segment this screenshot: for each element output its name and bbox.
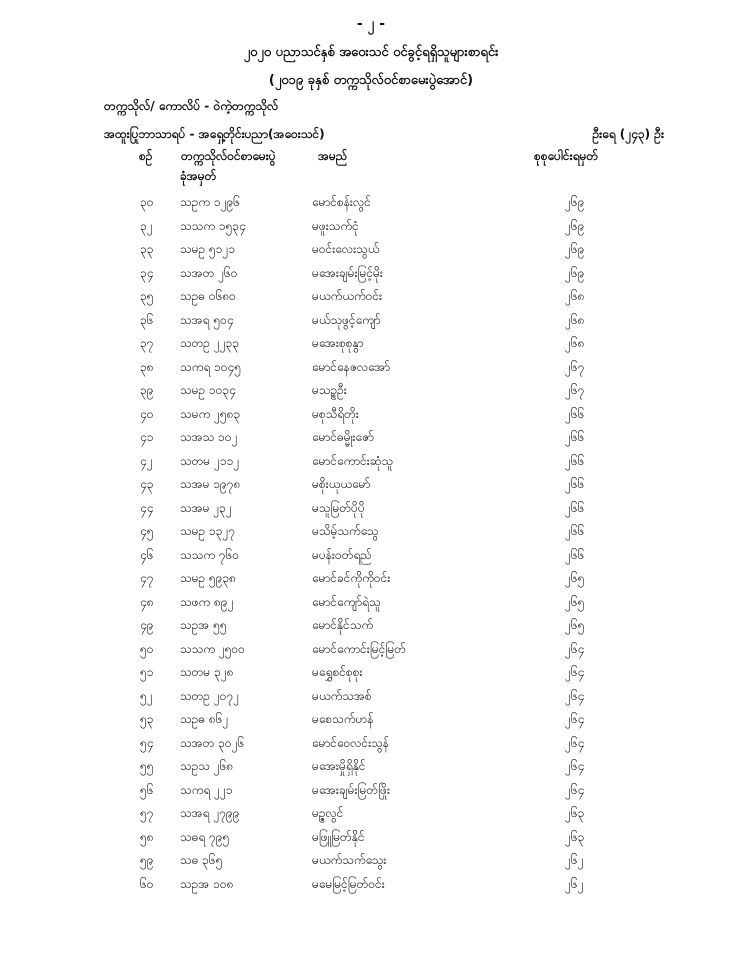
- exam-roll-number: သမက ၂၅၈၃: [180, 406, 241, 421]
- student-name: မစေသက်ဟန်: [312, 712, 374, 726]
- table-row: [0, 637, 742, 661]
- column-marks: စုစုပေါင်းရမှတ်: [534, 149, 599, 163]
- row-number: ၃၀: [140, 195, 154, 209]
- total-marks: ၂၆၄: [565, 688, 585, 703]
- column-name: အမည်: [318, 149, 348, 163]
- student-name: မယက်သက်သွေး: [312, 853, 387, 867]
- column-number: စဉ်: [139, 149, 153, 163]
- row-number: ၅၀: [140, 641, 154, 656]
- student-name: မသဥ္စဦး: [312, 383, 347, 397]
- student-name: မယက်ယက်ဝင်း: [312, 289, 383, 303]
- exam-roll-number: သဥဓ ၈၆၂: [180, 712, 229, 726]
- row-number: ၄၇: [140, 571, 154, 585]
- total-marks: ၂၆၇: [565, 359, 585, 374]
- row-number: ၅၇: [140, 806, 154, 820]
- student-name: မောင်ကောင်းဆုံသူ: [312, 453, 394, 468]
- table-row: [0, 731, 742, 755]
- exam-roll-number: သဓရ ၇၉၅: [180, 829, 230, 844]
- total-marks: ၂၆၆: [565, 477, 585, 491]
- exam-roll-number: သမဥ ၁၀၃၄: [180, 383, 236, 397]
- total-marks: ၂၆၅: [565, 618, 585, 632]
- exam-roll-number: သဥက ၁၂၉၆: [180, 195, 240, 209]
- total-marks: ၂၆၄: [565, 665, 585, 679]
- total-marks: ၂၆၆: [565, 547, 585, 562]
- student-name: မောင်ခင်ကိုကိုဝင်း: [312, 571, 391, 585]
- row-number: ၃၇: [140, 336, 154, 350]
- student-name: မအေးချမ်းမြင့်မိုး: [312, 265, 383, 280]
- student-name: မစုသီရိတိုး: [312, 406, 359, 421]
- student-name: မောင်ဓမ္မိုးဇော်: [312, 430, 374, 444]
- table-row: [0, 613, 742, 637]
- exam-roll-number: သတမ ၃၂၈: [180, 665, 234, 679]
- table-row: [0, 261, 742, 285]
- university-category: တက္ကသိုလ်/ ကောလိပ် - ဝဲကဲ့တက္ကသိုလ်: [104, 99, 279, 113]
- table-row: [0, 425, 742, 449]
- table-row: [0, 543, 742, 567]
- total-marks: ၂၆၄: [565, 735, 585, 750]
- total-marks: ၂၆၄: [565, 759, 585, 773]
- row-number: ၅၅: [140, 759, 154, 773]
- student-name: မစိုးယုယမော်: [312, 477, 371, 491]
- row-number: ၃၄: [140, 265, 154, 280]
- student-name: မောင်နိုင်သက်: [312, 618, 374, 632]
- row-number: ၅၃: [140, 712, 154, 726]
- row-number: ၃၉: [140, 383, 154, 397]
- exam-roll-number: သတဥ ၂၀၇၂: [180, 688, 240, 703]
- row-number: ၄၉: [140, 618, 154, 632]
- student-name: မောင်ကျော်ရဲသူ: [312, 594, 381, 609]
- row-number: ၄၅: [140, 524, 154, 538]
- table-row: [0, 825, 742, 849]
- table-row: [0, 331, 742, 355]
- exam-roll-number: သတမ ၂၁၁၂: [180, 453, 240, 468]
- total-marks: ၂၆၉: [565, 242, 585, 256]
- total-marks: ၂၆၉: [565, 265, 585, 280]
- total-marks: ၂၆၄: [565, 782, 585, 797]
- exam-roll-number: သအမ ၁၉၇၈: [180, 477, 241, 491]
- row-number: ၅၁: [140, 665, 154, 679]
- exam-roll-number: သဥအ ၁၀၈: [180, 876, 234, 891]
- student-name: မောင်နေဇလအော်: [312, 359, 391, 374]
- exam-roll-number: သအရ ၅၀၄: [180, 312, 234, 327]
- total-marks: ၂၆၄: [565, 641, 585, 656]
- total-marks: ၂၆၉: [565, 218, 585, 233]
- table-row: [0, 214, 742, 238]
- total-marks: ၂၆၆: [565, 453, 585, 468]
- exam-roll-number: သကရ ၂၂၁: [180, 782, 233, 797]
- exam-roll-number: သသက ၇၆၀: [180, 547, 240, 562]
- table-row: [0, 707, 742, 731]
- total-marks: ၂၆၃: [565, 806, 585, 820]
- student-name: မမေမြင့်မြတ်ဝင်း: [312, 876, 385, 891]
- column-exam-roll-line-2: ခုံအမှတ်: [180, 169, 217, 183]
- exam-roll-number: သဥဓ ၀၆၈၀: [180, 289, 236, 303]
- row-number: ၄၄: [140, 500, 154, 515]
- student-name: မရွှေစင်စုစုး: [312, 665, 363, 679]
- exam-roll-number: သကရ ၁၀၄၅: [180, 359, 242, 374]
- table-row: [0, 402, 742, 426]
- total-marks: ၂၆၆: [565, 524, 585, 538]
- row-number: ၆၀: [140, 876, 154, 891]
- exam-roll-number: သအမ ၂၃၂: [180, 500, 232, 515]
- exam-roll-number: သအသ ၁၀၂: [180, 430, 238, 444]
- table-row: [0, 378, 742, 402]
- row-number: ၅၈: [140, 829, 154, 844]
- table-row: [0, 566, 742, 590]
- total-marks: ၂၆၆: [565, 430, 585, 444]
- table-row: [0, 190, 742, 214]
- table-row: [0, 308, 742, 332]
- table-row: [0, 496, 742, 520]
- exam-roll-number: သမဥ ၅၁၂၁: [180, 242, 236, 256]
- table-row: [0, 660, 742, 684]
- table-row: [0, 801, 742, 825]
- row-number: ၄၁: [140, 430, 154, 444]
- row-number: ၄၈: [140, 594, 154, 609]
- exam-roll-number: သသက ၂၅၀၀: [180, 641, 245, 656]
- student-name: မအေးမှိုရှိနိုင်: [312, 759, 366, 773]
- table-row: [0, 754, 742, 778]
- row-number: ၃၅: [140, 289, 154, 303]
- document-title: ၂၀၂၀ ပညာသင်နှစ် အဝေးသင် ဝင်ခွင့်ရရှိသူများစာရင်း: [243, 45, 499, 60]
- student-name: မဖြူမြတ်နိုင်: [312, 829, 365, 844]
- exam-roll-number: သသက ၁၅၃၄: [180, 218, 246, 233]
- student-name: မအေးစုစုနွာ: [312, 336, 364, 350]
- total-marks: ၂၆၃: [565, 829, 585, 844]
- student-name: မောင်စန်းလွင်: [312, 195, 371, 209]
- row-number: ၃၂: [140, 218, 153, 233]
- total-marks: ၂၆၂: [565, 853, 584, 867]
- marks-threshold: ဦးရေ (၂၄၃) ဦး: [592, 127, 664, 141]
- table-row: [0, 684, 742, 708]
- student-name: မဥ္ဇလွင်: [312, 806, 344, 820]
- table-row: [0, 449, 742, 473]
- exam-roll-number: သဓ ၃၆၅: [180, 853, 223, 867]
- document-subtitle: (၂၀၁၉ ခုနှစ် တက္ကသိုလ်ဝင်စာမေးပွဲအောင်): [268, 73, 474, 88]
- student-name: မဖူးသက်ငုံ: [312, 218, 359, 233]
- row-number: ၅၂: [140, 688, 153, 703]
- row-number: ၄၃: [140, 477, 154, 491]
- student-name: မသူမြတ်ပိုပို: [312, 500, 365, 515]
- row-number: ၃၆: [140, 312, 154, 327]
- total-marks: ၂၆၆: [565, 406, 585, 421]
- total-marks: ၂၆၈: [565, 312, 585, 327]
- total-marks: ၂၆၅: [565, 594, 585, 609]
- student-name: မောင်ဝေလင်းသွန်: [312, 735, 389, 750]
- table-row: [0, 590, 742, 614]
- exam-roll-number: သအတ ၂၆၀: [180, 265, 238, 280]
- exam-roll-number: သဥအ ၅၅: [180, 618, 227, 632]
- row-number: ၃၈: [140, 359, 154, 374]
- table-row: [0, 355, 742, 379]
- student-name: မသိမ့်သက်သွေ: [312, 524, 379, 538]
- total-marks: ၂၆၆: [565, 500, 585, 515]
- table-row: [0, 284, 742, 308]
- row-number: ၄၆: [140, 547, 154, 562]
- table-row: [0, 848, 742, 872]
- student-name: မပန်းဝတ်ရည်: [312, 547, 372, 562]
- exam-roll-number: သဖက ၈၉၂: [180, 594, 234, 609]
- row-number: ၅၆: [140, 782, 154, 797]
- student-name: မဝင်းလေးသွယ်: [312, 242, 380, 256]
- row-number: ၄၀: [140, 406, 154, 421]
- exam-roll-number: သအတ ၃၀၂၆: [180, 735, 245, 750]
- student-name: မောင်ကောင်းမြင့်မြတ်: [312, 641, 406, 656]
- page-number: - ၂ -: [356, 16, 386, 32]
- row-number: ၅၉: [140, 853, 154, 867]
- total-marks: ၂၆၈: [565, 336, 585, 350]
- subject-line: အထူးပြုဘာသာရပ် - အရှေ့တိုင်းပညာ(အဝေးသင်): [104, 127, 325, 141]
- row-number: ၃၃: [140, 242, 154, 256]
- table-row: [0, 778, 742, 802]
- column-exam-roll: တက္ကသိုလ်ဝင်စာမေးပွဲ: [181, 149, 276, 163]
- exam-roll-number: သမဥ ၁၃၂၇: [180, 524, 236, 538]
- student-list: [0, 190, 742, 895]
- total-marks: ၂၆၅: [565, 571, 585, 585]
- total-marks: ၂၆၈: [565, 289, 585, 303]
- row-number: ၅၄: [140, 735, 154, 750]
- exam-roll-number: သတဥ ၂၂၃၃: [180, 336, 240, 350]
- table-row: [0, 237, 742, 261]
- student-name: မယ်သုဖွင့်ကျော်: [312, 312, 381, 327]
- total-marks: ၂၆၉: [565, 195, 585, 209]
- total-marks: ၂၆၂: [565, 876, 584, 891]
- total-marks: ၂၆၇: [565, 383, 585, 397]
- table-row: [0, 472, 742, 496]
- exam-roll-number: သဥသ ၂၆၈: [180, 759, 234, 773]
- exam-roll-number: သမဥ ၅၉၃၈: [180, 571, 237, 585]
- total-marks: ၂၆၄: [565, 712, 585, 726]
- exam-roll-number: သအရ ၂၇၉၉: [180, 806, 240, 820]
- table-row: [0, 519, 742, 543]
- row-number: ၄၂: [140, 453, 153, 468]
- student-name: မယက်သအစ်: [312, 688, 372, 703]
- student-name: မအေးချမ်းမြတ်ဖြိုး: [312, 782, 390, 797]
- table-row: [0, 872, 742, 896]
